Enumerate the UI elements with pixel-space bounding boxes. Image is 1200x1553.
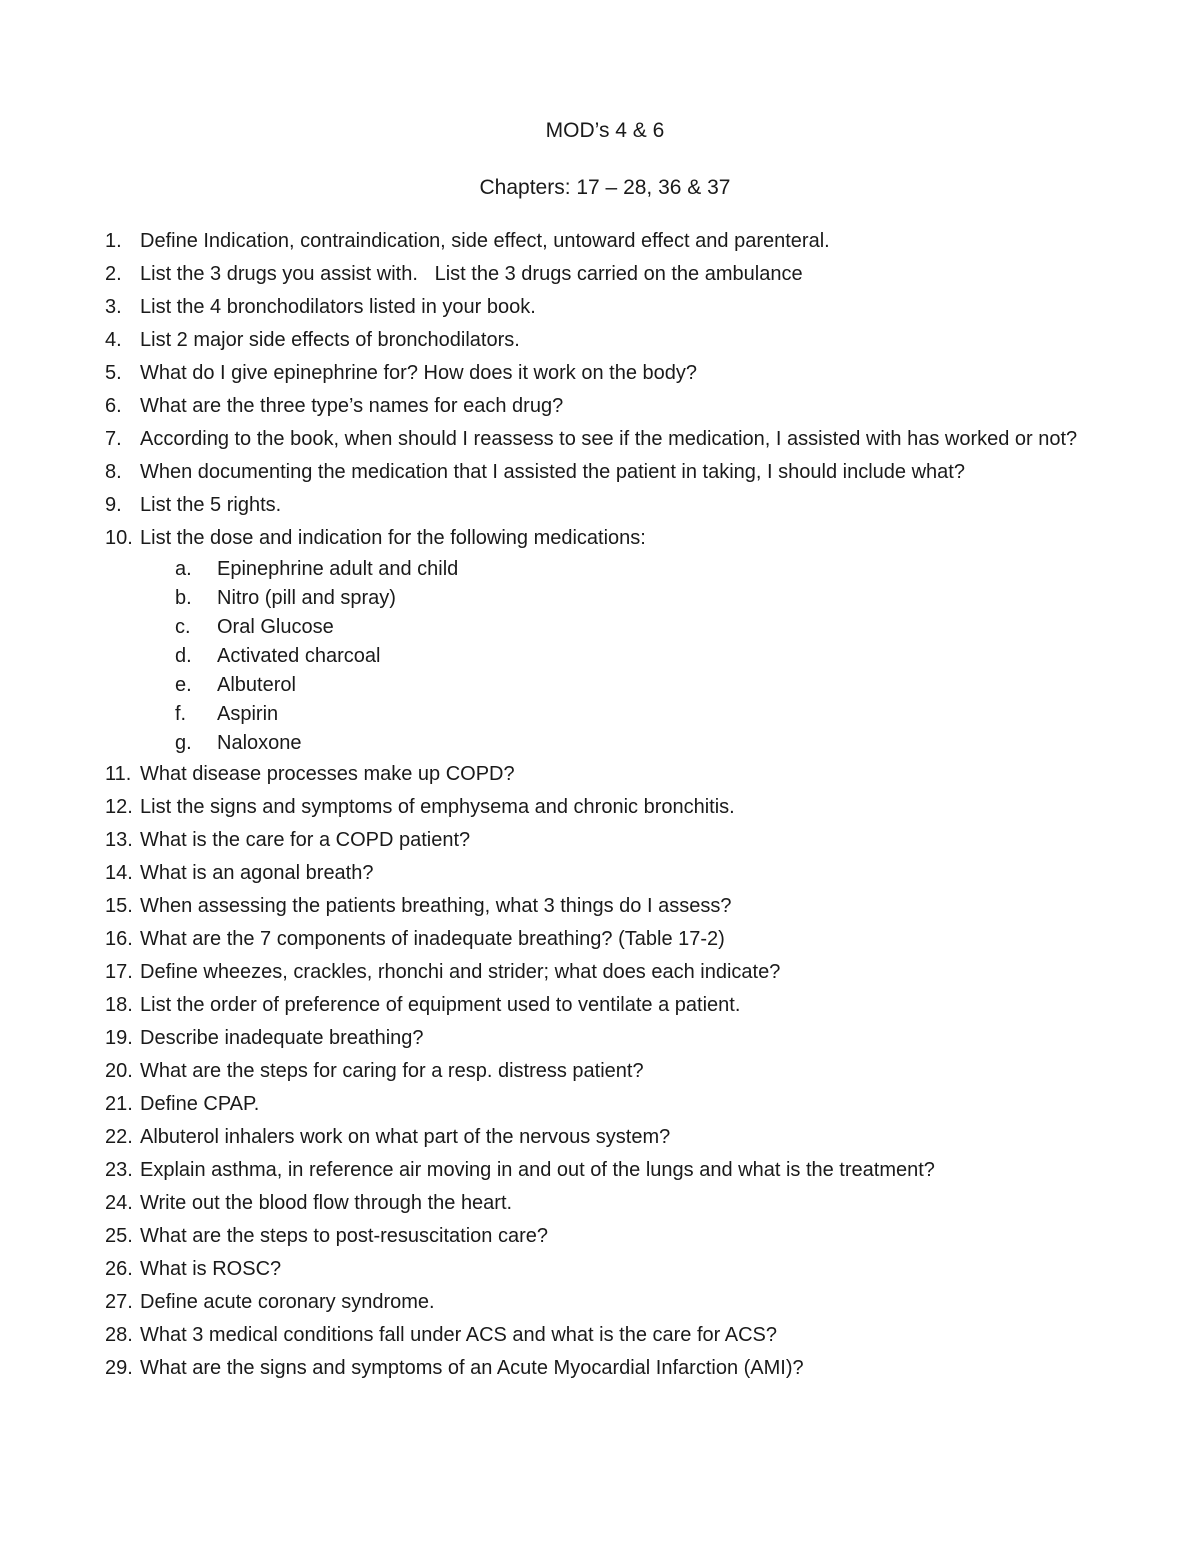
list-item [105,1121,1105,1154]
list-item-row [105,357,1105,390]
list-item-text: What are the steps to post-resuscitation care? [140,1225,548,1247]
list-item-number: 24. [105,1192,133,1214]
list-item-text: What is ROSC? [140,1258,282,1280]
list-item-number: 17. [105,961,133,983]
list-item-number: 9. [105,494,122,516]
list-item [105,1253,1105,1286]
list-item [105,758,1105,791]
list-item-number: 23. [105,1159,133,1181]
list-item-number: 8. [105,461,122,483]
document-subtitle: Chapters: 17 – 28, 36 & 37 [479,176,731,199]
list-item [105,1055,1105,1088]
list-item-number: 10. [105,527,133,549]
list-item-row [105,824,1105,857]
list-item [105,291,1105,324]
list-item-text: What do I give epinephrine for? How does it work on the body? [140,362,697,384]
list-item-row [105,956,1105,989]
list-item-text: What are the 7 components of inadequate breathing? (Table 17-2) [140,928,725,950]
list-item-row [105,989,1105,1022]
list-item-row [105,258,1105,291]
list-item-number: 22. [105,1126,133,1148]
list-item-text: What 3 medical conditions fall under ACS and what is the care for ACS? [140,1324,778,1346]
list-item-text: List the order of preference of equipment used to ventilate a patient. [140,994,741,1016]
sub-list-item-row [175,584,1105,613]
list-item-text: List the dose and indication for the following medications: [140,527,646,549]
list-item-row [105,1220,1105,1253]
list-item [105,1187,1105,1220]
list-item-text: Define wheezes, crackles, rhonchi and strider; what does each indicate? [140,961,781,983]
list-item-row [105,1154,1105,1187]
list-item [105,1352,1105,1385]
sub-item-letter: c. [175,616,191,638]
sub-item-letter: d. [175,645,192,667]
question-list [105,225,1105,1385]
list-item-text: List 2 major side effects of bronchodilators. [140,329,520,351]
list-item [105,1319,1105,1352]
list-item [105,423,1105,456]
sub-item-text: Nitro (pill and spray) [217,587,396,609]
list-item-number: 19. [105,1027,133,1049]
list-item-number: 5. [105,362,122,384]
list-item-text: What is the care for a COPD patient? [140,829,471,851]
sub-item-text: Epinephrine adult and child [217,558,459,580]
sub-list-item-row [175,555,1105,584]
list-item-text: Define Indication, contraindication, side effect, untoward effect and parenteral. [140,230,830,252]
list-item-text: List the 5 rights. [140,494,282,516]
list-item [105,357,1105,390]
list-item-number: 1. [105,230,122,252]
list-item [105,824,1105,857]
sub-item-text: Oral Glucose [217,616,334,638]
list-item-number: 7. [105,428,122,450]
list-item-row [105,522,1105,555]
list-item-row [105,758,1105,791]
list-item-row [105,423,1105,456]
sub-item-text: Naloxone [217,732,302,754]
list-item-number: 3. [105,296,122,318]
list-item-text: What disease processes make up COPD? [140,763,515,785]
list-item [105,1220,1105,1253]
list-item-text: List the 4 bronchodilators listed in your book. [140,296,536,318]
sub-list-item-row [175,671,1105,700]
list-item [105,956,1105,989]
list-item-number: 25. [105,1225,133,1247]
list-item-text: List the signs and symptoms of emphysema and chronic bronchitis. [140,796,735,818]
list-item-text: Albuterol inhalers work on what part of the nervous system? [140,1126,671,1148]
document-title: MOD’s 4 & 6 [545,119,665,142]
list-item-row [105,324,1105,357]
list-item [105,489,1105,522]
list-item [105,1286,1105,1319]
list-item-row [105,1088,1105,1121]
sub-item-text: Albuterol [217,674,296,696]
list-item-number: 26. [105,1258,133,1280]
list-item-number: 13. [105,829,133,851]
list-item-number: 20. [105,1060,133,1082]
list-item-row [105,1187,1105,1220]
list-item-text: What are the signs and symptoms of an Acute Myocardial Infarction (AMI)? [140,1357,804,1379]
list-item [105,225,1105,258]
list-item-number: 14. [105,862,133,884]
list-item-text: Define CPAP. [140,1093,260,1115]
list-item [105,1154,1105,1187]
sub-item-text: Aspirin [217,703,279,725]
list-item [105,923,1105,956]
list-item [105,989,1105,1022]
sub-list-item [175,671,1105,700]
list-item-number: 4. [105,329,122,351]
list-item-text: Describe inadequate breathing? [140,1027,424,1049]
list-item-text: Write out the blood flow through the heart. [140,1192,513,1214]
list-item-row [105,1253,1105,1286]
list-item-row [105,791,1105,824]
list-item-text: What are the steps for caring for a resp. distress patient? [140,1060,644,1082]
list-item-number: 12. [105,796,133,818]
list-item-row [105,225,1105,258]
list-item-number: 6. [105,395,122,417]
list-item-number: 18. [105,994,133,1016]
list-item [105,390,1105,423]
sub-list-item-row [175,613,1105,642]
sub-list-item [175,584,1105,613]
list-item-number: 2. [105,263,122,285]
list-item-text: Define acute coronary syndrome. [140,1291,435,1313]
list-item-row [105,1022,1105,1055]
list-item-text: According to the book, when should I reassess to see if the medication, I assisted with has worked or not? [140,428,1078,450]
list-item-text: Explain asthma, in reference air moving in and out of the lungs and what is the treatment? [140,1159,935,1181]
sub-item-letter: f. [175,703,187,725]
sub-list-item-row [175,642,1105,671]
sub-item-text: Activated charcoal [217,645,381,667]
sub-list-item-row [175,729,1105,758]
list-item-row [105,390,1105,423]
list-item-row [105,923,1105,956]
sub-list-item [175,729,1105,758]
sub-list-item [175,642,1105,671]
list-item-text: When assessing the patients breathing, what 3 things do I assess? [140,895,732,917]
list-item-row [105,1055,1105,1088]
list-item-number: 29. [105,1357,133,1379]
list-item-number: 11. [105,763,132,785]
list-item-number: 28. [105,1324,133,1346]
list-item [105,456,1105,489]
sub-list-item [175,700,1105,729]
list-item-number: 15. [105,895,133,917]
list-item-number: 27. [105,1291,133,1313]
list-item-text: When documenting the medication that I assisted the patient in taking, I should include what? [140,461,965,483]
list-item-row [105,456,1105,489]
list-item [105,324,1105,357]
list-item-text: What are the three type’s names for each drug? [140,395,564,417]
list-item-row [105,1121,1105,1154]
list-item-number: 16. [105,928,133,950]
list-item-row [105,1286,1105,1319]
sub-list-item [175,613,1105,642]
list-item-text: List the 3 drugs you assist with. List the 3 drugs carried on the ambulance [140,263,803,285]
sub-list [175,555,1105,758]
list-item-row [105,291,1105,324]
sub-item-letter: b. [175,587,192,609]
list-item [105,258,1105,291]
list-item [105,857,1105,890]
list-item [105,791,1105,824]
list-item [105,890,1105,923]
list-item-row [105,890,1105,923]
list-item-row [105,1352,1105,1385]
list-item [105,1088,1105,1121]
list-item-row [105,857,1105,890]
list-item [105,522,1105,758]
sub-item-letter: a. [175,558,192,580]
sub-list-item-row [175,700,1105,729]
sub-item-letter: g. [175,732,192,754]
list-item [105,1022,1105,1055]
list-item-row [105,489,1105,522]
list-item-row [105,1319,1105,1352]
sub-list-item [175,555,1105,584]
sub-item-letter: e. [175,674,192,696]
list-item-number: 21. [105,1093,133,1115]
list-item-text: What is an agonal breath? [140,862,374,884]
